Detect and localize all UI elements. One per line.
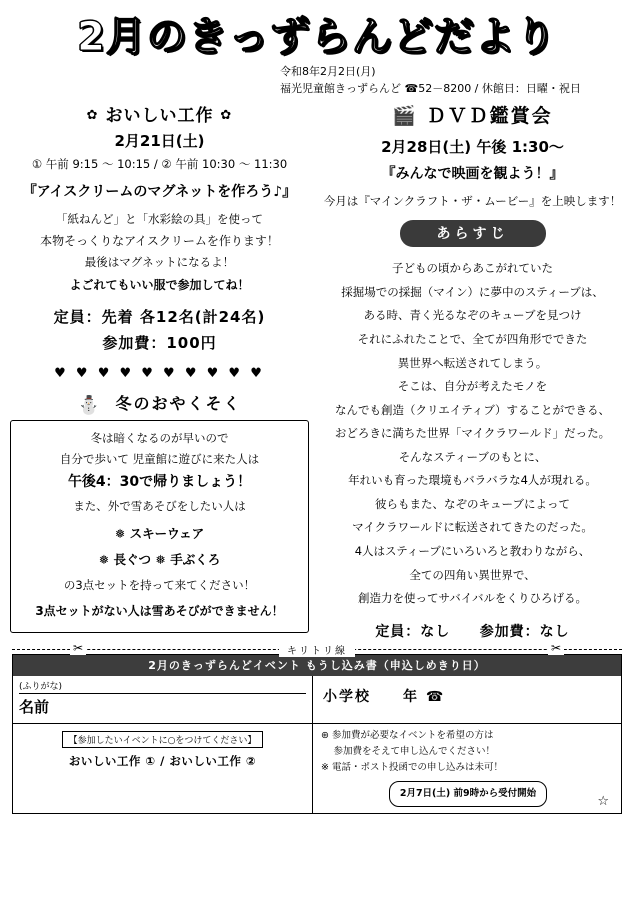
form-notes-cell — [313, 724, 621, 814]
craft-line-2: 本物そっくりなアイスクリームを作ります！ — [40, 234, 279, 249]
right-column — [315, 99, 624, 641]
winter-heading — [10, 391, 309, 416]
story-line-7: なんでも創造（クリエイティブ）することができる、 — [335, 402, 610, 417]
craft-times: ① 午前 9:15 ～ 10:15 / ② 午前 10:30 ～ 11:30 — [31, 157, 288, 171]
dvd-movie-title: 『みんなで映画を観よう！』 — [381, 166, 564, 182]
dvd-capacity-fee — [321, 621, 624, 641]
craft-icon-right: ✿ — [220, 108, 233, 123]
name-cell[interactable] — [13, 676, 313, 723]
cut-line-label: キリトリ線 — [279, 642, 355, 657]
story-line-10: 年れいも育った環境もバラバラな4人が現れる。 — [348, 473, 597, 488]
story-line-2: 採掘場での採掘（マイン）に夢中のスティーブは、 — [341, 284, 604, 299]
form-row-name — [13, 676, 621, 724]
craft-line-3: 最後はマグネットになるよ！ — [84, 255, 235, 270]
dvd-section-heading — [321, 101, 624, 128]
cut-line — [12, 640, 622, 657]
heart-divider: ♥ ♥ ♥ ♥ ♥ ♥ ♥ ♥ ♥ ♥ — [54, 365, 265, 381]
story-line-12: マイクラワールドに転送されてきたのだった。 — [352, 520, 593, 535]
craft-line-4: よごれてもいい服で参加してね！ — [69, 277, 250, 292]
select-instruction: 【参加したいイベントに○をつけてください】 — [62, 731, 264, 748]
story-line-11: 彼らもまた、なぞのキューブによって — [375, 496, 570, 511]
form-note-2: 参加費をそえて申し込んでください！ — [321, 745, 496, 757]
craft-fee: 参加費：100円 — [102, 333, 217, 352]
event-choices[interactable]: おいしい工作 ① / おいしい工作 ② — [68, 753, 257, 768]
form-note-3: ※ 電話・ポスト投函での申し込みは未可！ — [321, 761, 503, 773]
winter-line-2: 自分で歩いて 児童館に遊びに来た人は — [59, 452, 260, 467]
title-band — [0, 0, 634, 60]
winter-item-1: ❅ スキーウェア — [114, 525, 205, 541]
story-line-3: ある時、青く光るなぞのキューブを見つけ — [363, 308, 582, 323]
story-line-8: おどろきに満ちた世界「マイクラワールド」だった。 — [334, 426, 611, 441]
furigana-label: (ふりがな) — [19, 679, 306, 694]
left-column — [10, 99, 315, 641]
reception-start-stamp: 2月7日(土) 前9時から受付開始 — [389, 781, 547, 807]
scissors-icon-right: ✂ — [548, 641, 564, 655]
dvd-movie-note: 今月は『マインクラフト・ザ・ムービー』を上映します！ — [323, 194, 622, 208]
form-row-选择 — [13, 724, 621, 814]
synopsis-text — [321, 257, 624, 610]
scissors-icon-left: ✂ — [70, 641, 86, 655]
winter-line-4: また、外で雪あそびをしたい人は — [73, 499, 246, 514]
stamp-wrap — [321, 776, 615, 810]
dvd-date: 2月28日(土) 午後 1:30～ — [381, 138, 564, 156]
craft-line-1: 「紙ねんど」と「水彩絵の具」を使って — [56, 212, 263, 226]
page-title: 2月のきっずらんどだより — [77, 14, 557, 60]
dvd-capacity: 定員：なし — [375, 623, 451, 640]
dvd-section-title: ＤＶＤ鑑賞会 — [426, 105, 553, 127]
form-note-1: ⊛ 参加費が必要なイベントを希望の方は — [321, 729, 494, 741]
issue-date: 令和8年2月2日(月) — [280, 65, 376, 78]
facility-info: 福光児童館きっずらんど ☎52－8200 / 休館日：日曜・祝日 — [280, 81, 581, 95]
story-line-4: それにふれたことで、全てが四角形でできた — [357, 331, 588, 346]
school-cell[interactable]: 小学校 年 ☎ — [323, 688, 446, 705]
craft-section-heading — [10, 101, 309, 126]
name-label: 名前 — [19, 697, 50, 716]
winter-rules-box — [10, 420, 309, 633]
winter-line-1: 冬は暗くなるのが早いので — [90, 430, 229, 445]
winter-warning: 3点セットがない人は雪あそびができません！ — [35, 604, 284, 619]
craft-date: 2月21日(土) — [114, 132, 205, 150]
snowman-icon: ⛄ — [77, 394, 102, 416]
story-line-6: そこは、自分が考えたモノを — [397, 379, 548, 394]
application-form — [12, 654, 622, 815]
winter-close: の3点セットを持って来てください！ — [63, 578, 256, 593]
story-line-14: 全ての四角い異世界で、 — [409, 567, 536, 582]
synopsis-pill: あらすじ — [400, 220, 546, 247]
story-line-5: 異世界へ転送されてしまう。 — [397, 355, 548, 370]
craft-icon: ✿ — [86, 108, 99, 123]
issue-info — [0, 60, 634, 97]
winter-title: 冬のおやくそく — [115, 393, 242, 413]
dvd-fee: 参加費：なし — [479, 623, 570, 640]
star-icon: ☆ — [597, 794, 609, 810]
event-choice-cell[interactable] — [13, 724, 313, 814]
winter-line-3: 午後4：30で帰りましょう！ — [67, 474, 252, 491]
story-line-9: そんなスティーブのもとに、 — [398, 449, 547, 464]
craft-capacity: 定員：先着 各12名(計24名) — [53, 307, 266, 326]
craft-work-title: 『アイスクリームのマグネットを作ろう♪』 — [22, 184, 297, 200]
story-line-15: 創造力を使ってサバイバルをくりひろげる。 — [357, 591, 588, 606]
story-line-1: 子どもの頃からあこがれていた — [392, 261, 553, 276]
film-icon: 🎬 — [392, 105, 419, 127]
form-title: 2月のきっずらんどイベント もうし込み書（申込しめきり日） — [13, 655, 621, 676]
craft-section-title: おいしい工作 — [105, 106, 214, 126]
content-columns — [0, 97, 634, 641]
story-line-13: 4人はスティーブにいろいろと教わりながら、 — [354, 544, 591, 559]
winter-item-2: ❅ 長ぐつ ❅ 手ぶくろ — [98, 551, 221, 567]
